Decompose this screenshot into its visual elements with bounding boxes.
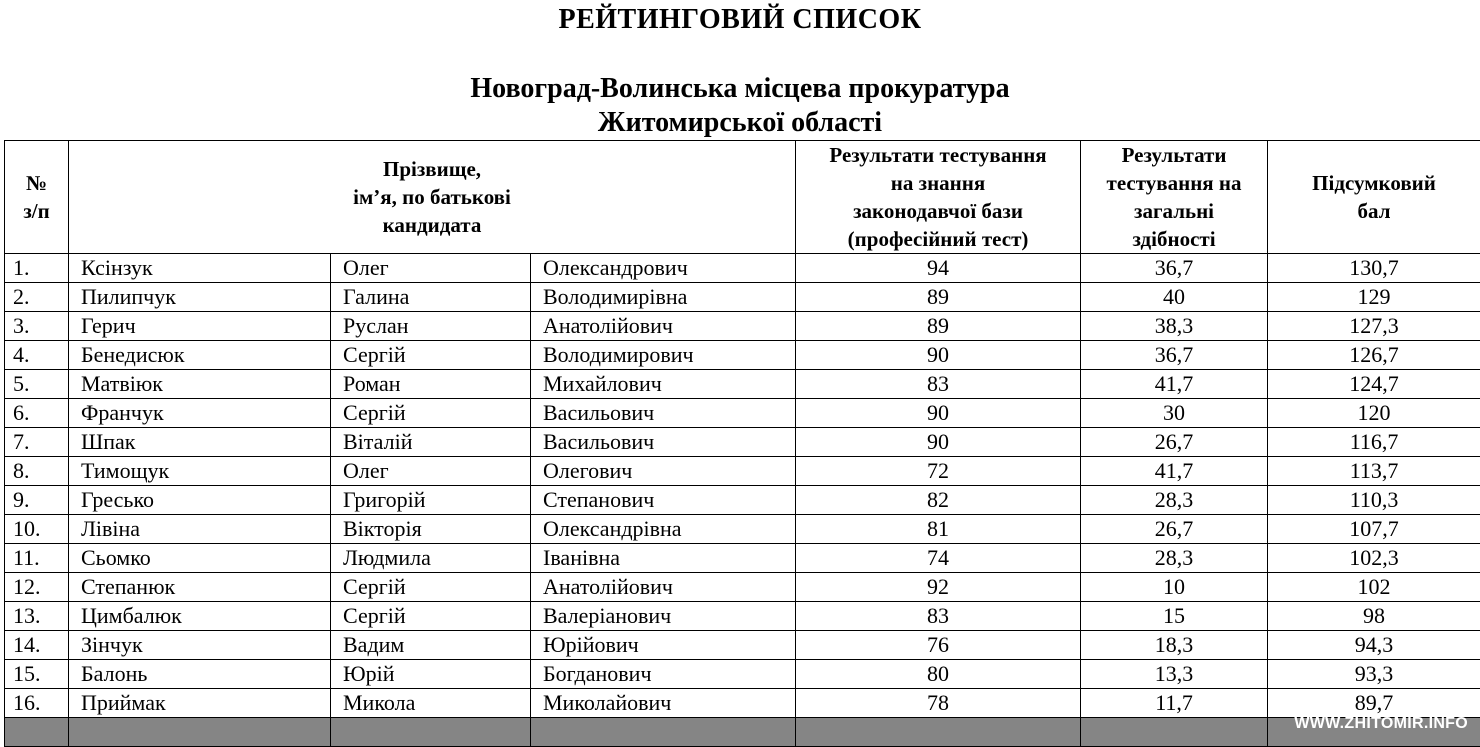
row-number: 13. bbox=[5, 602, 69, 631]
row-patronymic: Миколайович bbox=[531, 689, 796, 718]
row-patronymic: Юрійович bbox=[531, 631, 796, 660]
row-surname: Шпак bbox=[69, 428, 331, 457]
row-patronymic: Михайлович bbox=[531, 370, 796, 399]
row-professional-score: 89 bbox=[796, 283, 1081, 312]
row-professional-score: 82 bbox=[796, 486, 1081, 515]
document-subtitle-line2: Житомирської області bbox=[0, 106, 1480, 140]
table-row bbox=[5, 254, 1480, 283]
row-total-score: 102 bbox=[1268, 573, 1480, 602]
row-patronymic: Олегович bbox=[531, 457, 796, 486]
table-row bbox=[5, 399, 1480, 428]
row-total-score: 94,3 bbox=[1268, 631, 1480, 660]
table-row bbox=[5, 660, 1480, 689]
row-number: 9. bbox=[5, 486, 69, 515]
header-pro-line3: законодавчої бази bbox=[796, 197, 1080, 225]
row-total-score: 127,3 bbox=[1268, 312, 1480, 341]
row-professional-score: 72 bbox=[796, 457, 1081, 486]
row-general-score: 40 bbox=[1081, 283, 1268, 312]
row-surname: Тимощук bbox=[69, 457, 331, 486]
table-row bbox=[5, 544, 1480, 573]
row-first-name: Олег bbox=[331, 457, 531, 486]
row-first-name: Григорій bbox=[331, 486, 531, 515]
row-professional-score: 83 bbox=[796, 602, 1081, 631]
empty-cell bbox=[531, 718, 796, 747]
row-first-name: Сергій bbox=[331, 602, 531, 631]
header-name-line1: Прізвище, bbox=[69, 155, 795, 183]
document-title: РЕЙТИНГОВИЙ СПИСОК bbox=[0, 4, 1480, 36]
row-professional-score: 78 bbox=[796, 689, 1081, 718]
empty-cell bbox=[1081, 718, 1268, 747]
row-patronymic: Володимирівна bbox=[531, 283, 796, 312]
row-first-name: Галина bbox=[331, 283, 531, 312]
row-total-score: 102,3 bbox=[1268, 544, 1480, 573]
header-pro-line2: на знання bbox=[796, 169, 1080, 197]
row-first-name: Вадим bbox=[331, 631, 531, 660]
row-first-name: Сергій bbox=[331, 341, 531, 370]
row-total-score: 89,7 bbox=[1268, 689, 1480, 718]
header-total-line2: бал bbox=[1268, 197, 1480, 225]
row-surname: Балонь bbox=[69, 660, 331, 689]
row-total-score: 113,7 bbox=[1268, 457, 1480, 486]
table-row bbox=[5, 631, 1480, 660]
header-total-line1: Підсумковий bbox=[1268, 169, 1480, 197]
header-total-score bbox=[1268, 141, 1480, 254]
row-first-name: Людмила bbox=[331, 544, 531, 573]
row-surname: Зінчук bbox=[69, 631, 331, 660]
row-professional-score: 74 bbox=[796, 544, 1081, 573]
row-professional-score: 89 bbox=[796, 312, 1081, 341]
row-number: 16. bbox=[5, 689, 69, 718]
row-professional-score: 76 bbox=[796, 631, 1081, 660]
row-surname: Герич bbox=[69, 312, 331, 341]
row-total-score: 110,3 bbox=[1268, 486, 1480, 515]
row-number: 8. bbox=[5, 457, 69, 486]
row-surname: Пилипчук bbox=[69, 283, 331, 312]
row-number: 2. bbox=[5, 283, 69, 312]
row-professional-score: 90 bbox=[796, 428, 1081, 457]
row-patronymic: Олександрович bbox=[531, 254, 796, 283]
empty-cell bbox=[331, 718, 531, 747]
table-row bbox=[5, 312, 1480, 341]
row-patronymic: Володимирович bbox=[531, 341, 796, 370]
header-gen-line3: загальні bbox=[1081, 197, 1267, 225]
row-total-score: 120 bbox=[1268, 399, 1480, 428]
table-row bbox=[5, 515, 1480, 544]
row-surname: Ксінзук bbox=[69, 254, 331, 283]
table-row bbox=[5, 602, 1480, 631]
header-pro-line4: (професійний тест) bbox=[796, 225, 1080, 253]
row-surname: Франчук bbox=[69, 399, 331, 428]
row-patronymic: Олександрівна bbox=[531, 515, 796, 544]
header-number-line1: № bbox=[5, 169, 68, 197]
row-surname: Приймак bbox=[69, 689, 331, 718]
empty-cell bbox=[796, 718, 1081, 747]
row-general-score: 18,3 bbox=[1081, 631, 1268, 660]
row-general-score: 13,3 bbox=[1081, 660, 1268, 689]
row-total-score: 116,7 bbox=[1268, 428, 1480, 457]
empty-cell bbox=[69, 718, 331, 747]
row-general-score: 36,7 bbox=[1081, 254, 1268, 283]
watermark: WWW.ZHITOMIR.INFO bbox=[1294, 715, 1468, 733]
row-number: 14. bbox=[5, 631, 69, 660]
table-body bbox=[5, 254, 1480, 747]
row-professional-score: 94 bbox=[796, 254, 1081, 283]
row-surname: Гресько bbox=[69, 486, 331, 515]
row-patronymic: Степанович bbox=[531, 486, 796, 515]
row-general-score: 36,7 bbox=[1081, 341, 1268, 370]
header-gen-line4: здібності bbox=[1081, 225, 1267, 253]
document-subtitle-line1: Новоград-Волинська місцева прокуратура bbox=[0, 72, 1480, 106]
row-patronymic: Валеріанович bbox=[531, 602, 796, 631]
header-candidate-name bbox=[69, 141, 796, 254]
row-surname: Матвіюк bbox=[69, 370, 331, 399]
header-pro-line1: Результати тестування bbox=[796, 141, 1080, 169]
header-number bbox=[5, 141, 69, 254]
header-gen-line2: тестування на bbox=[1081, 169, 1267, 197]
header-gen-line1: Результати bbox=[1081, 141, 1267, 169]
row-general-score: 38,3 bbox=[1081, 312, 1268, 341]
row-general-score: 26,7 bbox=[1081, 428, 1268, 457]
header-professional-test bbox=[796, 141, 1081, 254]
row-general-score: 26,7 bbox=[1081, 515, 1268, 544]
table-row bbox=[5, 370, 1480, 399]
header-general-abilities bbox=[1081, 141, 1268, 254]
row-number: 3. bbox=[5, 312, 69, 341]
row-first-name: Микола bbox=[331, 689, 531, 718]
row-professional-score: 90 bbox=[796, 399, 1081, 428]
row-general-score: 28,3 bbox=[1081, 544, 1268, 573]
row-general-score: 41,7 bbox=[1081, 370, 1268, 399]
row-first-name: Віталій bbox=[331, 428, 531, 457]
table-row bbox=[5, 428, 1480, 457]
row-patronymic: Васильович bbox=[531, 399, 796, 428]
row-patronymic: Анатолійович bbox=[531, 573, 796, 602]
row-total-score: 107,7 bbox=[1268, 515, 1480, 544]
row-professional-score: 90 bbox=[796, 341, 1081, 370]
row-total-score: 129 bbox=[1268, 283, 1480, 312]
row-first-name: Олег bbox=[331, 254, 531, 283]
row-patronymic: Васильович bbox=[531, 428, 796, 457]
row-number: 1. bbox=[5, 254, 69, 283]
row-first-name: Сергій bbox=[331, 399, 531, 428]
row-first-name: Вікторія bbox=[331, 515, 531, 544]
row-number: 15. bbox=[5, 660, 69, 689]
row-general-score: 28,3 bbox=[1081, 486, 1268, 515]
rating-table bbox=[4, 140, 1480, 747]
row-number: 5. bbox=[5, 370, 69, 399]
row-first-name: Руслан bbox=[331, 312, 531, 341]
row-number: 12. bbox=[5, 573, 69, 602]
table-row bbox=[5, 486, 1480, 515]
row-professional-score: 83 bbox=[796, 370, 1081, 399]
row-professional-score: 80 bbox=[796, 660, 1081, 689]
table-row bbox=[5, 573, 1480, 602]
row-first-name: Роман bbox=[331, 370, 531, 399]
empty-cell bbox=[5, 718, 69, 747]
table-row bbox=[5, 341, 1480, 370]
table-row bbox=[5, 457, 1480, 486]
row-surname: Сьомко bbox=[69, 544, 331, 573]
row-total-score: 126,7 bbox=[1268, 341, 1480, 370]
row-patronymic: Анатолійович bbox=[531, 312, 796, 341]
row-surname: Цимбалюк bbox=[69, 602, 331, 631]
row-total-score: 130,7 bbox=[1268, 254, 1480, 283]
row-number: 10. bbox=[5, 515, 69, 544]
row-total-score: 124,7 bbox=[1268, 370, 1480, 399]
header-name-line2: ім’я, по батькові bbox=[69, 183, 795, 211]
table-header-row bbox=[5, 141, 1480, 254]
row-patronymic: Богданович bbox=[531, 660, 796, 689]
row-number: 11. bbox=[5, 544, 69, 573]
row-number: 4. bbox=[5, 341, 69, 370]
row-general-score: 15 bbox=[1081, 602, 1268, 631]
row-surname: Степанюк bbox=[69, 573, 331, 602]
header-number-line2: з/п bbox=[5, 197, 68, 225]
row-first-name: Юрій bbox=[331, 660, 531, 689]
table-row-empty-shaded bbox=[5, 718, 1480, 747]
row-general-score: 11,7 bbox=[1081, 689, 1268, 718]
row-general-score: 30 bbox=[1081, 399, 1268, 428]
row-number: 7. bbox=[5, 428, 69, 457]
row-first-name: Сергій bbox=[331, 573, 531, 602]
row-general-score: 41,7 bbox=[1081, 457, 1268, 486]
row-total-score: 98 bbox=[1268, 602, 1480, 631]
row-general-score: 10 bbox=[1081, 573, 1268, 602]
table-row bbox=[5, 283, 1480, 312]
row-professional-score: 92 bbox=[796, 573, 1081, 602]
row-surname: Бенедисюк bbox=[69, 341, 331, 370]
row-professional-score: 81 bbox=[796, 515, 1081, 544]
row-patronymic: Іванівна bbox=[531, 544, 796, 573]
table-row bbox=[5, 689, 1480, 718]
header-name-line3: кандидата bbox=[69, 211, 795, 239]
row-surname: Лівіна bbox=[69, 515, 331, 544]
row-total-score: 93,3 bbox=[1268, 660, 1480, 689]
row-number: 6. bbox=[5, 399, 69, 428]
